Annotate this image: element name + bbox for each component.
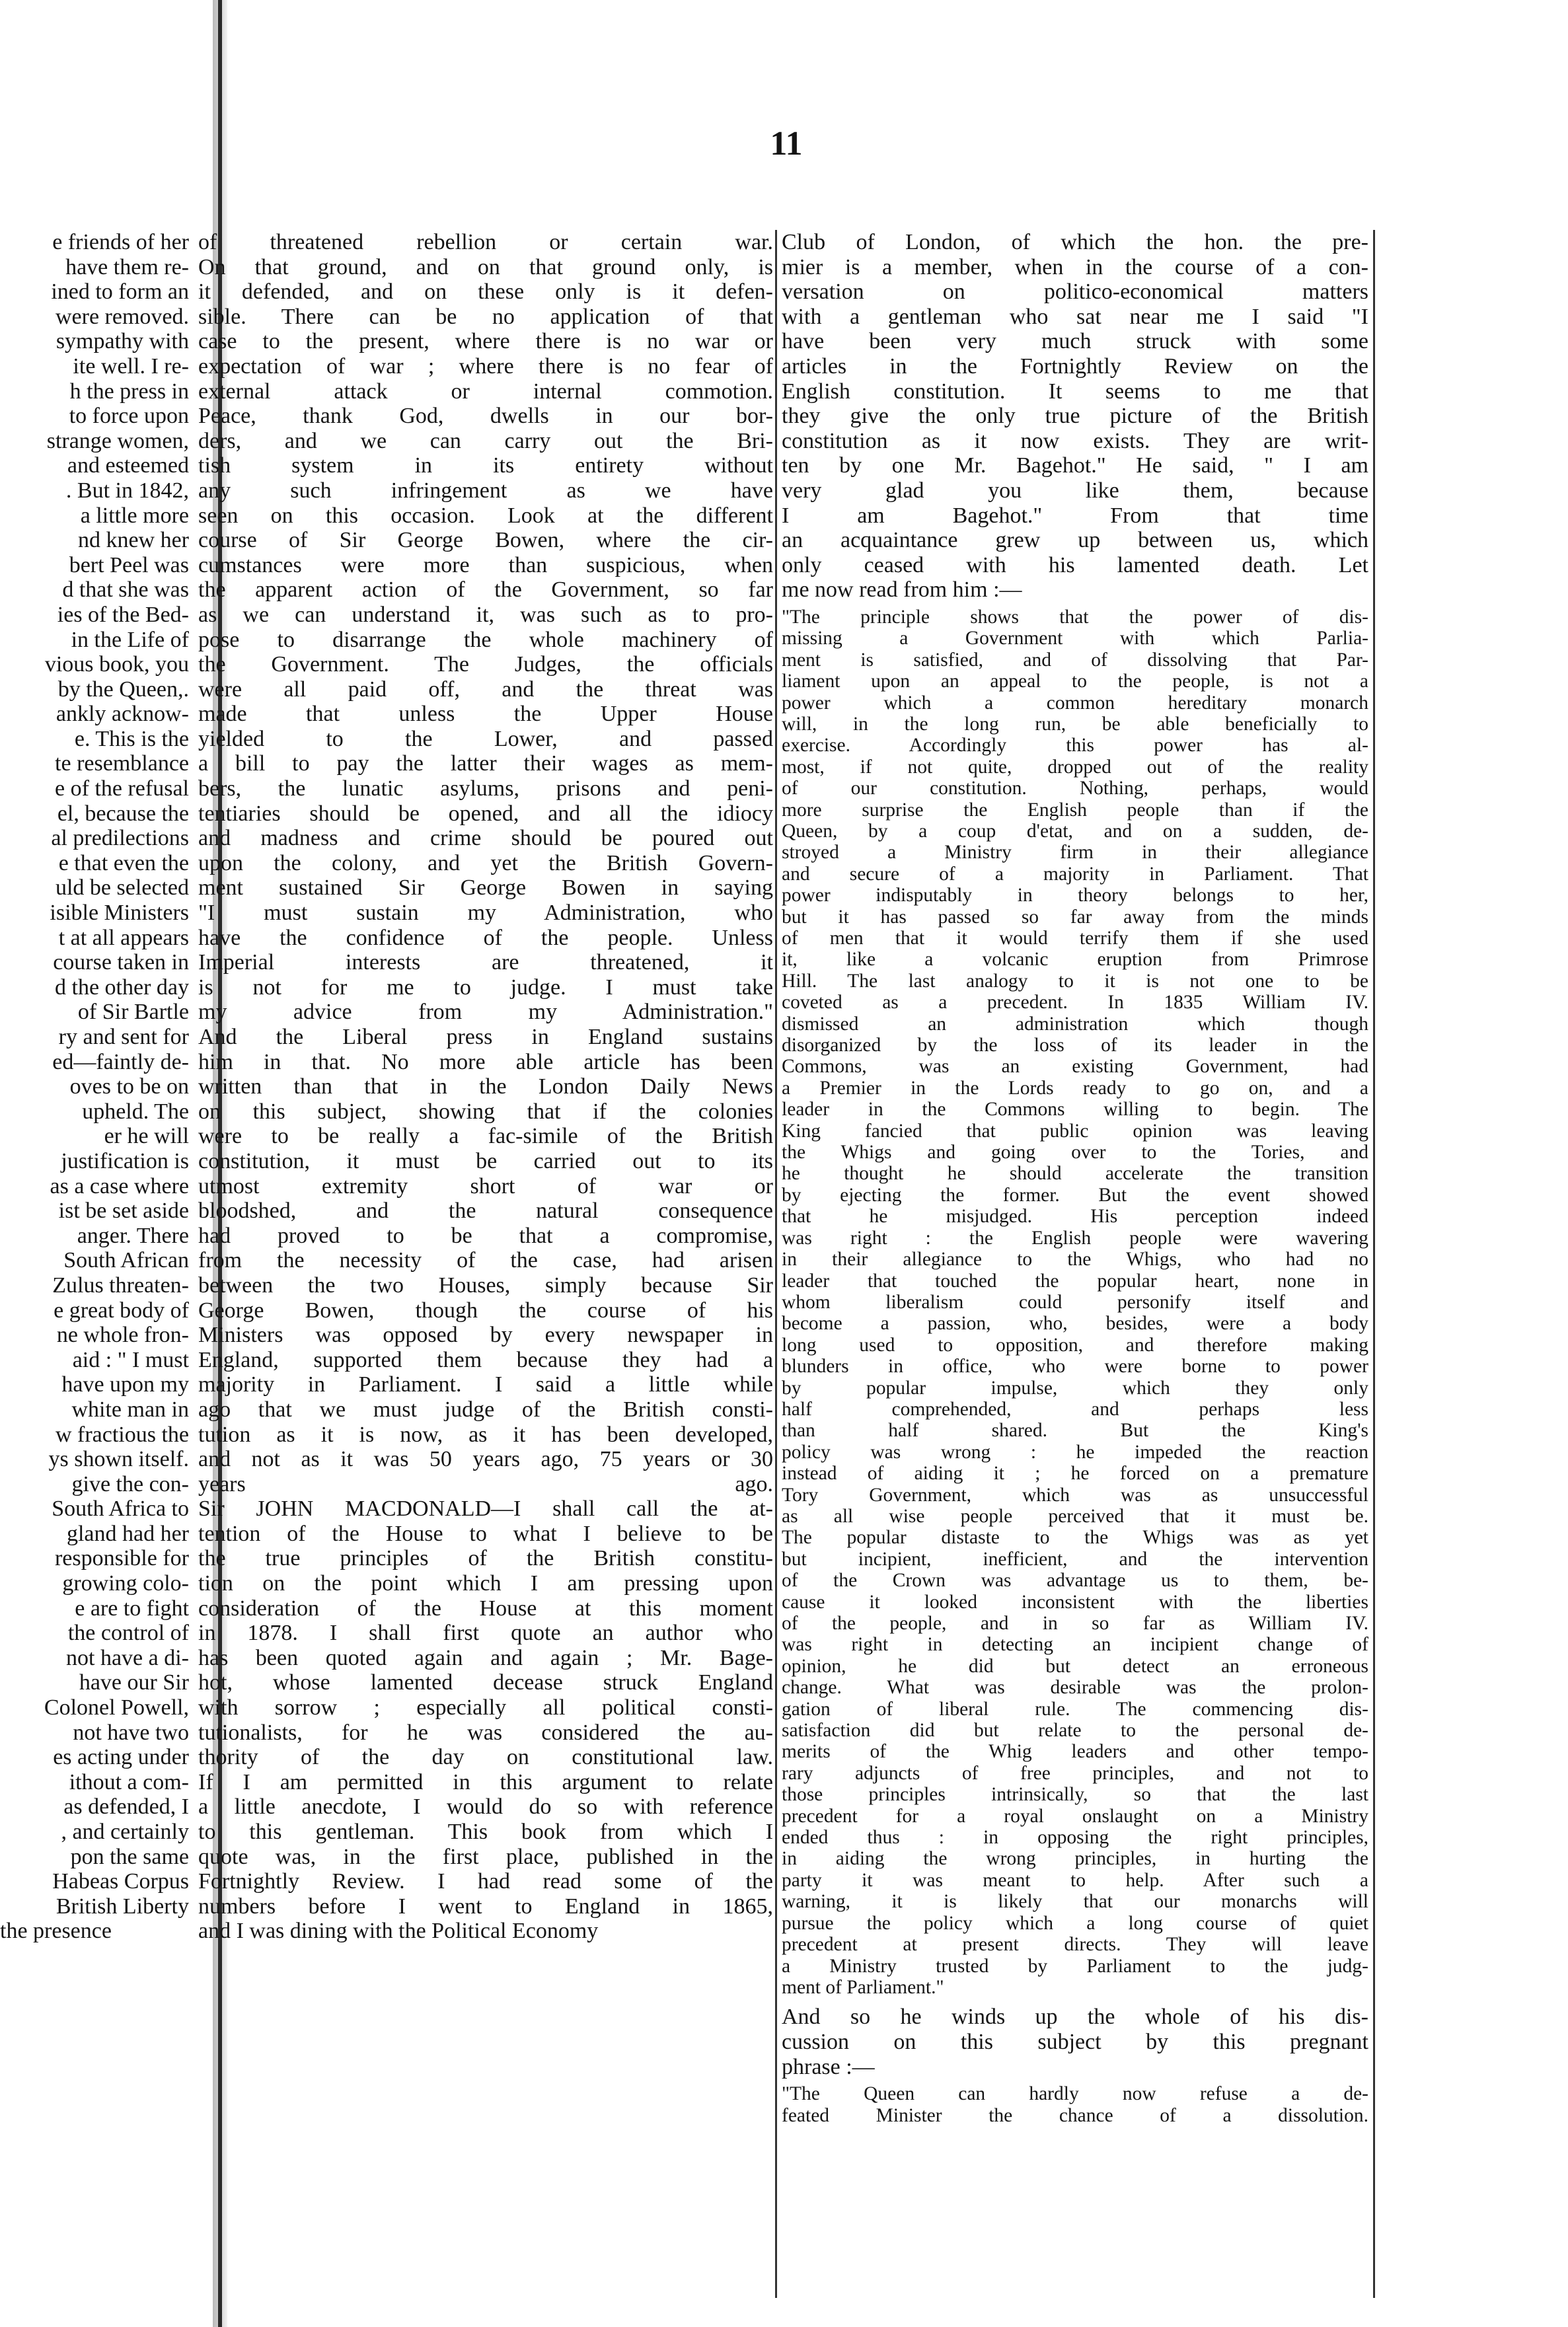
text-line: disorganized by the loss of its leader in the bbox=[782, 1035, 1368, 1056]
text-line: "The Queen can hardly now refuse a de- bbox=[782, 2083, 1368, 2105]
text-line: policy was wrong : he impeded the reaction bbox=[782, 1441, 1368, 1463]
text-line: er he will bbox=[104, 1124, 189, 1149]
text-line: liament upon an appeal to the people, is not a bbox=[782, 671, 1368, 692]
bagehot-quotation bbox=[782, 607, 1368, 1998]
text-line: course taken in bbox=[53, 950, 189, 975]
text-line: bers, the lunatic asylums, prisons and peni- bbox=[198, 776, 773, 801]
text-line: power indisputably in theory belongs to her, bbox=[782, 885, 1368, 906]
text-line: leader that touched the popular heart, none in bbox=[782, 1270, 1368, 1292]
text-line: t at all appears bbox=[58, 925, 189, 950]
text-line: versation on politico-economical matters bbox=[782, 279, 1368, 305]
text-line: precedent for a royal onslaught on a Ministry bbox=[782, 1805, 1368, 1827]
text-line: satisfaction did but relate to the personal de- bbox=[782, 1720, 1368, 1742]
text-line: to this gentleman. This book from which I bbox=[198, 1820, 773, 1844]
text-line: rary adjuncts of free principles, and not to bbox=[782, 1762, 1368, 1784]
left-column-cropped-text bbox=[0, 230, 189, 2305]
text-line: an acquaintance grew up between us, which bbox=[782, 528, 1368, 553]
column-rule bbox=[775, 230, 777, 2298]
text-line: any such infringement as we have bbox=[198, 478, 773, 503]
text-line: The popular distaste to the Whigs was as yet bbox=[782, 1527, 1368, 1549]
text-line: gland had her bbox=[66, 1521, 189, 1546]
text-line: he thought he should accelerate the transition bbox=[782, 1163, 1368, 1185]
text-line: tutionalists, for he was considered the au- bbox=[198, 1720, 773, 1745]
text-line: el, because the bbox=[57, 801, 189, 826]
text-line: most, if not quite, dropped out of the reality bbox=[782, 756, 1368, 778]
text-line: tion on the point which I am pressing upon bbox=[198, 1571, 773, 1596]
text-line: And the Liberal press in England sustains bbox=[198, 1025, 773, 1049]
text-line: ment of Parliament." bbox=[782, 1976, 944, 1998]
text-line: Habeas Corpus bbox=[52, 1869, 189, 1894]
text-line: upon the colony, and yet the British Govern- bbox=[198, 850, 773, 875]
text-line: a little anecdote, I would do so with reference bbox=[198, 1794, 773, 1820]
text-line: w fractious the bbox=[55, 1422, 189, 1447]
text-line: George Bowen, though the course of his bbox=[198, 1298, 773, 1323]
text-line: Commons, was an existing Government, had bbox=[782, 1056, 1368, 1078]
text-line: course of Sir George Bowen, where the cir- bbox=[198, 528, 773, 553]
text-line: bloodshed, and the natural consequence bbox=[198, 1199, 773, 1224]
text-line: case to the present, where there is no war or bbox=[198, 329, 773, 354]
text-line: was right in detecting an incipient change of bbox=[782, 1634, 1368, 1656]
text-line: yielded to the Lower, and passed bbox=[198, 726, 773, 751]
text-line: on this subject, showing that if the colonies bbox=[198, 1099, 773, 1124]
text-line: party it was meant to help. After such a bbox=[782, 1869, 1368, 1891]
text-line: have been very much struck with some bbox=[782, 329, 1368, 354]
text-line: ed—faintly de- bbox=[52, 1049, 189, 1074]
text-line: and I was dining with the Political Economy bbox=[198, 1919, 599, 1944]
text-line: power which a common hereditary monarch bbox=[782, 692, 1368, 714]
text-line: bert Peel was bbox=[69, 552, 189, 577]
text-line: by ejecting the former. But the event showed bbox=[782, 1184, 1368, 1206]
text-line: of Sir Bartle bbox=[77, 1000, 189, 1025]
text-line: ite well. I re- bbox=[73, 353, 189, 379]
text-line: have our Sir bbox=[79, 1670, 189, 1695]
text-line: ined to form an bbox=[51, 279, 189, 305]
text-line: strange women, bbox=[46, 428, 189, 453]
text-line: e that even the bbox=[58, 850, 189, 875]
text-line: the apparent action of the Government, so far bbox=[198, 577, 773, 603]
text-line: . But in 1842, bbox=[65, 478, 189, 503]
text-line: isible Ministers bbox=[50, 901, 189, 926]
text-line: Club of London, of which the hon. the pre- bbox=[782, 230, 1368, 254]
text-line: justification is bbox=[61, 1148, 189, 1173]
text-line: ago that we must judge of the British consti- bbox=[198, 1397, 773, 1422]
text-line: d that she was bbox=[62, 577, 189, 603]
text-line: was right : the English people were wavering bbox=[782, 1227, 1368, 1249]
text-line: but incipient, inefficient, and the intervention bbox=[782, 1548, 1368, 1570]
text-line: King fancied that public opinion was leaving bbox=[782, 1120, 1368, 1142]
text-line: as we can understand it, was such as to pro- bbox=[198, 602, 773, 627]
text-line: only ceased with his lamented death. Let bbox=[782, 552, 1368, 577]
text-line: have the confidence of the people. Unless bbox=[198, 925, 773, 950]
text-line: seen on this occasion. Look at the different bbox=[198, 503, 773, 528]
text-line: e are to fight bbox=[75, 1596, 189, 1621]
text-line: change. What was desirable was the prolon- bbox=[782, 1677, 1368, 1699]
text-line: of our constitution. Nothing, perhaps, would bbox=[782, 778, 1368, 799]
text-line: uld be selected bbox=[55, 875, 189, 901]
text-line: as all wise people perceived that it must be. bbox=[782, 1505, 1368, 1527]
text-line: years ago. bbox=[198, 1471, 773, 1496]
text-line: articles in the Fortnightly Review on the bbox=[782, 353, 1368, 379]
text-line: warning, it is likely that our monarchs will bbox=[782, 1891, 1368, 1913]
text-line: e great body of bbox=[54, 1298, 189, 1323]
text-line: gation of liberal rule. The commencing dis- bbox=[782, 1698, 1368, 1720]
text-line: my advice from my Administration." bbox=[198, 1000, 773, 1025]
text-line: and secure of a majority in Parliament. That bbox=[782, 863, 1368, 885]
text-line: as defended, I bbox=[63, 1794, 189, 1820]
text-line: missing a Government with which Parlia- bbox=[782, 628, 1368, 649]
text-line: blunders in office, who were borne to power bbox=[782, 1356, 1368, 1378]
text-line: quote was, in the first place, published in the bbox=[198, 1844, 773, 1869]
text-line: constitution as it now exists. They are writ- bbox=[782, 428, 1368, 453]
right-column-text bbox=[782, 230, 1368, 2305]
text-line: tish system in its entirety without bbox=[198, 453, 773, 478]
text-line: growing colo- bbox=[62, 1571, 189, 1596]
text-line: Colonel Powell, bbox=[44, 1695, 189, 1720]
right-outro-paragraph bbox=[782, 2005, 1368, 2079]
text-line: responsible for bbox=[54, 1546, 189, 1571]
text-line: will, in the long run, be able beneficially to bbox=[782, 713, 1368, 735]
text-line: constitution, it must be carried out to its bbox=[198, 1148, 773, 1173]
text-line: ten by one Mr. Bagehot." He said, " I am bbox=[782, 453, 1368, 478]
text-line: ders, and we can carry out the Bri- bbox=[198, 428, 773, 453]
text-line: have upon my bbox=[61, 1372, 189, 1397]
text-line: ne whole fron- bbox=[56, 1323, 189, 1348]
text-line: pose to disarrange the whole machinery of bbox=[198, 627, 773, 652]
text-line: ankly acknow- bbox=[56, 702, 189, 727]
text-line: If I am permitted in this argument to relate bbox=[198, 1769, 773, 1794]
text-line: es acting under bbox=[53, 1745, 189, 1770]
text-line: Tory Government, which was as unsuccessful bbox=[782, 1484, 1368, 1506]
text-line: in the Life of bbox=[71, 627, 189, 652]
text-line: Hill. The last analogy to it is not one to be bbox=[782, 970, 1368, 992]
text-line: Ministers was opposed by every newspaper in bbox=[198, 1323, 773, 1348]
text-line: cussion on this subject by this pregnant bbox=[782, 2029, 1368, 2054]
text-line: Fortnightly Review. I had read some of the bbox=[198, 1869, 773, 1894]
text-line: coveted as a precedent. In 1835 William IV. bbox=[782, 992, 1368, 1014]
text-line: in 1878. I shall first quote an author who bbox=[198, 1621, 773, 1646]
text-line: upheld. The bbox=[82, 1099, 189, 1124]
text-line: is not for me to judge. I must take bbox=[198, 975, 773, 1000]
text-line: very glad you like them, because bbox=[782, 478, 1368, 503]
text-line: him in that. No more able article has been bbox=[198, 1049, 773, 1074]
text-line: leader in the Commons willing to begin. The bbox=[782, 1099, 1368, 1121]
text-line: d the other day bbox=[55, 975, 189, 1000]
text-line: it defended, and on these only is it defen- bbox=[198, 279, 773, 305]
text-line: pursue the policy which a long course of quiet bbox=[782, 1912, 1368, 1934]
text-line: British Liberty bbox=[56, 1894, 189, 1919]
text-line: dismissed an administration which though bbox=[782, 1013, 1368, 1035]
text-line: ry and sent for bbox=[58, 1025, 189, 1049]
text-line: and madness and crime should be poured out bbox=[198, 826, 773, 851]
text-line: Peace, thank God, dwells in our bor- bbox=[198, 404, 773, 429]
text-line: oves to be on bbox=[69, 1074, 189, 1099]
text-line: cumstances were more than suspicious, when bbox=[198, 552, 773, 577]
text-line: exercise. Accordingly this power has al- bbox=[782, 735, 1368, 757]
text-line: and not as it was 50 years ago, 75 years or 30 bbox=[198, 1447, 773, 1472]
text-line: ys shown itself. bbox=[48, 1447, 189, 1472]
text-line: South Africa to bbox=[52, 1496, 189, 1522]
text-line: e friends of her bbox=[52, 230, 189, 254]
text-line: precedent at present directs. They will leave bbox=[782, 1934, 1368, 1956]
text-line: al predilections bbox=[51, 826, 189, 851]
text-line: in their allegiance to the Whigs, who had no bbox=[782, 1249, 1368, 1271]
right-intro-paragraph bbox=[782, 230, 1368, 603]
text-line: ist be set aside bbox=[58, 1199, 189, 1224]
text-line: expectation of war ; where there is no fear of bbox=[198, 353, 773, 379]
text-line: anger. There bbox=[77, 1223, 189, 1248]
text-line: nd knew her bbox=[77, 528, 189, 553]
text-line: were to be really a fac-simile of the British bbox=[198, 1124, 773, 1149]
final-quotation bbox=[782, 2083, 1368, 2126]
text-line: aid : " I must bbox=[72, 1347, 189, 1372]
text-line: white man in bbox=[71, 1397, 189, 1422]
text-line: the true principles of the British constitu- bbox=[198, 1546, 773, 1571]
text-line: a little more bbox=[80, 503, 189, 528]
text-line: e of the refusal bbox=[55, 776, 189, 801]
text-line: with a gentleman who sat near me I said "I bbox=[782, 304, 1368, 329]
text-line: they give the only true picture of the British bbox=[782, 404, 1368, 429]
text-line: of threatened rebellion or certain war. bbox=[198, 230, 773, 254]
text-line: merits of the Whig leaders and other tempo- bbox=[782, 1741, 1368, 1763]
text-line: South African bbox=[63, 1248, 189, 1273]
text-line: ithout a com- bbox=[69, 1769, 189, 1794]
text-line: than half shared. But the King's bbox=[782, 1420, 1368, 1442]
text-line: become a passion, who, besides, were a body bbox=[782, 1313, 1368, 1335]
text-line: hot, whose lamented decease struck England bbox=[198, 1670, 773, 1695]
text-line: Queen, by a coup d'etat, and on a sudden, de- bbox=[782, 820, 1368, 842]
column-rule bbox=[1373, 230, 1375, 2298]
text-line: h the press in bbox=[69, 379, 189, 404]
text-line: pon the same bbox=[70, 1844, 189, 1869]
text-line: have them re- bbox=[65, 254, 189, 279]
text-line: tution as it is now, as it has been developed, bbox=[198, 1422, 773, 1447]
text-line: ment is satisfied, and of dissolving that Par- bbox=[782, 649, 1368, 671]
text-line: not have a di- bbox=[66, 1645, 189, 1670]
text-line: thority of the day on constitutional law. bbox=[198, 1745, 773, 1770]
text-line: in aiding the wrong principles, in hurting the bbox=[782, 1848, 1368, 1870]
text-line: had proved to be that a compromise, bbox=[198, 1223, 773, 1248]
page-number: 11 bbox=[770, 125, 803, 163]
text-line: ies of the Bed- bbox=[57, 602, 189, 627]
text-line: ment sustained Sir George Bowen in saying bbox=[198, 875, 773, 901]
text-line: a Premier in the Lords ready to go on, and a bbox=[782, 1077, 1368, 1099]
text-line: majority in Parliament. I said a little while bbox=[198, 1372, 773, 1397]
text-line: more surprise the English people than if the bbox=[782, 799, 1368, 821]
text-line: cause it looked inconsistent with the liberties bbox=[782, 1591, 1368, 1613]
text-line: tention of the House to what I believe to be bbox=[198, 1521, 773, 1546]
text-line: give the con- bbox=[71, 1471, 189, 1496]
text-line: with sorrow ; especially all political consti- bbox=[198, 1695, 773, 1720]
text-line: sympathy with bbox=[56, 329, 189, 354]
text-line: phrase :— bbox=[782, 2054, 875, 2079]
text-line: Imperial interests are threatened, it bbox=[198, 950, 773, 975]
text-line: those principles intrinsically, so that the last bbox=[782, 1784, 1368, 1806]
text-line: and esteemed bbox=[67, 453, 189, 478]
text-line: a bill to pay the latter their wages as mem- bbox=[198, 751, 773, 776]
text-line: but it has passed so far away from the minds bbox=[782, 906, 1368, 928]
text-line: Zulus threaten- bbox=[52, 1273, 189, 1298]
text-line: mier is a member, when in the course of a con- bbox=[782, 254, 1368, 279]
text-line: te resemblance bbox=[55, 751, 189, 776]
text-line: made that unless the Upper House bbox=[198, 702, 773, 727]
text-line: "I must sustain my Administration, who bbox=[198, 901, 773, 926]
center-column-text bbox=[198, 230, 773, 2305]
text-line: the control of bbox=[67, 1621, 189, 1646]
text-line: tentiaries should be opened, and all the idiocy bbox=[198, 801, 773, 826]
text-line: the presence bbox=[0, 1919, 112, 1944]
text-line: of the people, and in so far as William IV. bbox=[782, 1613, 1368, 1634]
text-line: not have two bbox=[73, 1720, 189, 1745]
text-line: whom liberalism could personify itself and bbox=[782, 1291, 1368, 1313]
text-line: half comprehended, and perhaps less bbox=[782, 1398, 1368, 1420]
text-line: e. This is the bbox=[74, 726, 189, 751]
text-line: of the Crown was advantage us to them, be- bbox=[782, 1570, 1368, 1592]
text-line: English constitution. It seems to me that bbox=[782, 379, 1368, 404]
text-line: me now read from him :— bbox=[782, 577, 1022, 603]
text-line: utmost extremity short of war or bbox=[198, 1173, 773, 1199]
text-line: I am Bagehot." From that time bbox=[782, 503, 1368, 528]
text-line: numbers before I went to England in 1865, bbox=[198, 1894, 773, 1919]
text-line: external attack or internal commotion. bbox=[198, 379, 773, 404]
text-line: as a case where bbox=[50, 1173, 189, 1199]
text-line: ended thus : in opposing the right principles, bbox=[782, 1827, 1368, 1849]
text-line: were removed. bbox=[55, 304, 189, 329]
text-line: England, supported them because they had a bbox=[198, 1347, 773, 1372]
text-line: has been quoted again and again ; Mr. Bage- bbox=[198, 1645, 773, 1670]
text-line: by the Queen,. bbox=[57, 677, 189, 702]
text-line: of men that it would terrify them if she used bbox=[782, 928, 1368, 949]
text-line: vious book, you bbox=[44, 652, 189, 677]
text-line: Sir JOHN MACDONALD—I shall call the at- bbox=[198, 1496, 773, 1522]
text-line: that he misjudged. His perception indeed bbox=[782, 1206, 1368, 1228]
text-line: between the two Houses, simply because Sir bbox=[198, 1273, 773, 1298]
text-line: to force upon bbox=[69, 404, 189, 429]
text-line: sible. There can be no application of that bbox=[198, 304, 773, 329]
text-line: feated Minister the chance of a dissolution. bbox=[782, 2104, 1368, 2126]
text-line: On that ground, and on that ground only, is bbox=[198, 254, 773, 279]
text-line: long used to opposition, and therefore making bbox=[782, 1334, 1368, 1356]
text-line: instead of aiding it ; he forced on a premature bbox=[782, 1463, 1368, 1485]
text-line: And so he winds up the whole of his dis- bbox=[782, 2005, 1368, 2030]
text-line: from the necessity of the case, had arisen bbox=[198, 1248, 773, 1273]
text-line: the Whigs and going over to the Tories, and bbox=[782, 1142, 1368, 1164]
text-line: it, like a volcanic eruption from Primrose bbox=[782, 949, 1368, 971]
text-line: a Ministry trusted by Parliament to the judg- bbox=[782, 1955, 1368, 1977]
text-line: the Government. The Judges, the officials bbox=[198, 652, 773, 677]
text-line: "The principle shows that the power of dis- bbox=[782, 606, 1368, 628]
text-line: stroyed a Ministry firm in their allegiance bbox=[782, 842, 1368, 864]
text-line: were all paid off, and the threat was bbox=[198, 677, 773, 702]
text-line: written than that in the London Daily News bbox=[198, 1074, 773, 1099]
text-line: consideration of the House at this moment bbox=[198, 1596, 773, 1621]
text-line: , and certainly bbox=[61, 1820, 189, 1844]
text-line: by popular impulse, which they only bbox=[782, 1377, 1368, 1399]
text-line: opinion, he did but detect an erroneous bbox=[782, 1655, 1368, 1677]
